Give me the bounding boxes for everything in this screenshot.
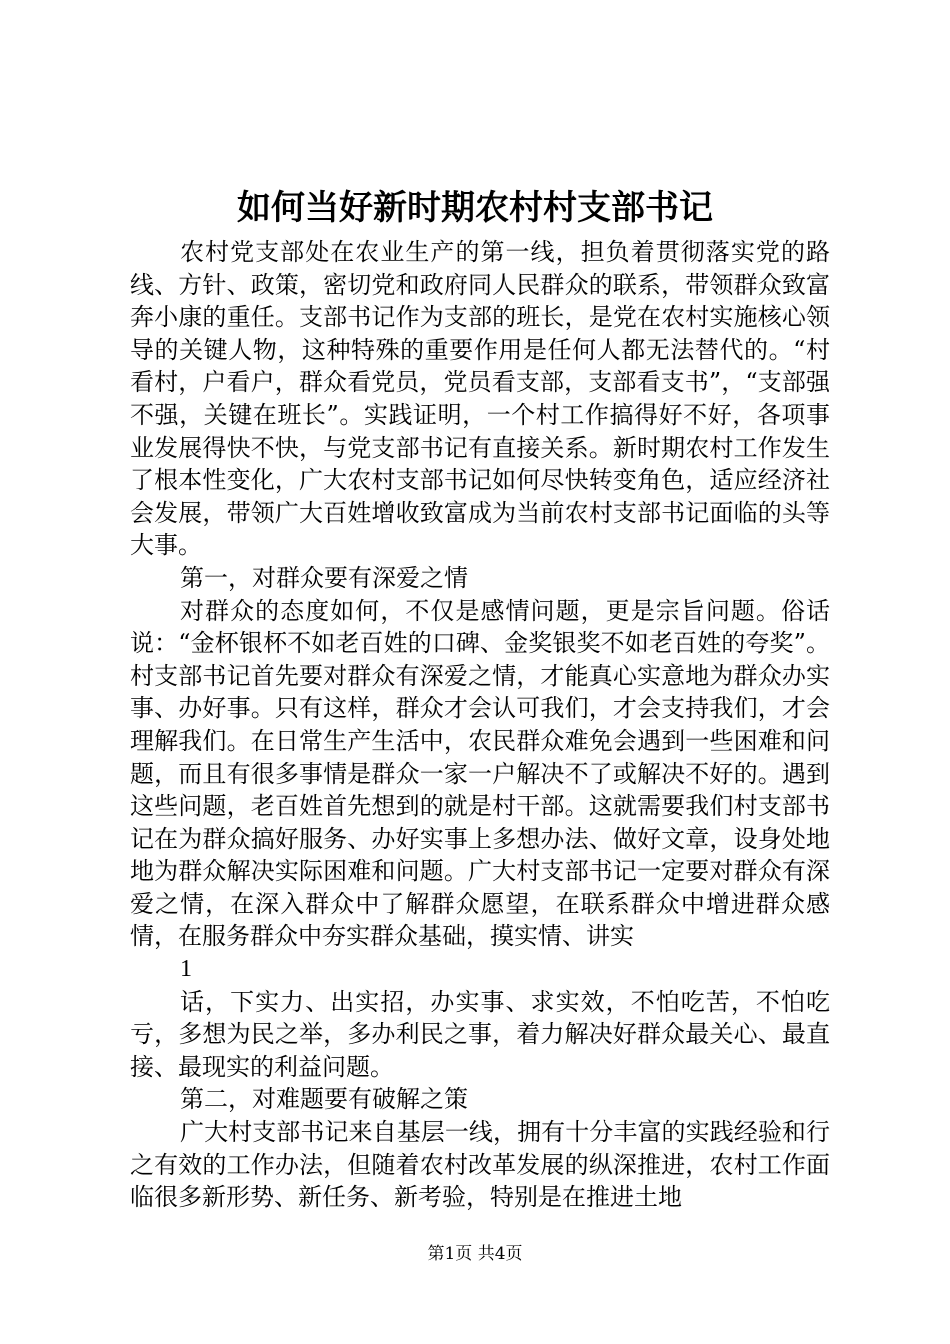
paragraph-intro: 农村党支部处在农业生产的第一线，担负着贯彻落实党的路线、方针、政策，密切党和政府同人民群众的联系，带领群众致富奔小康的重任。支部书记作为支部的班长，是党在农村实施核心领导的关键人物，这种特殊的重要作用是任何人都无法替代的。“村看村，户看户，群众看党员，党员看支部，支部看支书”，“支部强不强，关键在班长”。实践证明，一个村工作搞得好不好，各项事业发展得快不快，与党支部书记有直接关系。新时期农村工作发生了根本性变化，广大农村支部书记如何尽快转变角色，适应经济社会发展，带领广大百姓增收致富成为当前农村支部书记面临的头等大事。 [130, 238, 830, 560]
page-footer: 第1页 共4页 [427, 1244, 523, 1264]
document-body [130, 236, 830, 1214]
inline-page-number: 1 [180, 956, 192, 983]
paragraph-section-1-continued: 话，下实力、出实招，办实事、求实效，不怕吃苦，不怕吃亏，多想为民之举，多办利民之事，着力解决好群众最关心、最直接、最现实的利益问题。 [130, 987, 830, 1081]
section-heading-1: 第一，对群众要有深爱之情 [180, 563, 468, 592]
paragraph-section-1: 对群众的态度如何，不仅是感情问题，更是宗旨问题。俗话说：“金杯银杯不如老百姓的口碑、金奖银奖不如老百姓的夸奖”。村支部书记首先要对群众有深爱之情，才能真心实意地为群众办实事、办好事。只有这样，群众才会认可我们，才会支持我们，才会理解我们。在日常生产生活中，农民群众难免会遇到一些困难和问题，而且有很多事情是群众一家一户解决不了或解决不好的。遇到这些问题，老百姓首先想到的就是村干部。这就需要我们村支部书记在为群众搞好服务、办好实事上多想办法、做好文章，设身处地地为群众解决实际困难和问题。广大村支部书记一定要对群众有深爱之情，在深入群众中了解群众愿望，在联系群众中增进群众感情，在服务群众中夯实群众基础，摸实情、讲实 [130, 596, 830, 951]
section-heading-2: 第二，对难题要有破解之策 [180, 1085, 468, 1114]
document-title: 如何当好新时期农村村支部书记 [237, 188, 713, 228]
paragraph-section-2: 广大村支部书记来自基层一线，拥有十分丰富的实践经验和行之有效的工作办法，但随着农村改革发展的纵深推进，农村工作面临很多新形势、新任务、新考验，特别是在推进土地 [130, 1118, 830, 1212]
